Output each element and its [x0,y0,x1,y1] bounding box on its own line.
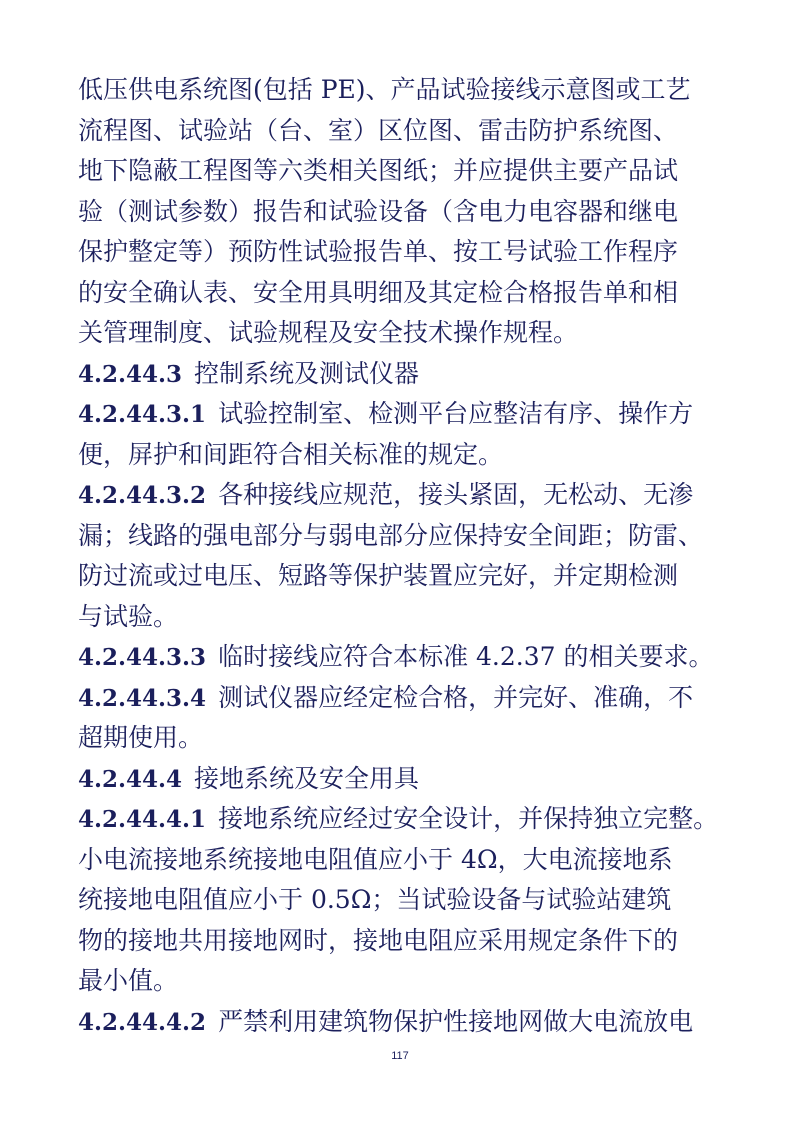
text-line-2 [78,111,726,152]
line-text: 统接地电阻值应小于 0.5Ω；当试验设备与试验站建筑 [78,885,672,914]
line-text: 接地系统应经过安全设计，并保持独立完整。 [218,804,719,833]
line-text: 超期使用。 [78,723,204,752]
line-text: 防过流或过电压、短路等保护装置应完好，并定期检测 [78,561,679,590]
text-line-13 [78,556,726,597]
text-line-1 [78,70,726,111]
text-line-20 [78,840,726,881]
clause-number: 4.2.44.3.3 [78,644,207,671]
clause-number: 4.2.44.3.4 [78,684,207,712]
line-text: 的安全确认表、安全用具明细及其定检合格报告单和相 [78,277,679,307]
text-line-21 [78,880,726,921]
line-text: 验（测试参数）报告和试验设备（含电力电容器和继电 [78,196,679,226]
line-text: 流程图、试验站（台、室）区位图、雷击防护系统图、 [78,115,679,145]
page-number: 117 [391,1050,409,1062]
line-text: 严禁利用建筑物保护性接地网做大电流放电 [218,1006,694,1036]
line-text: 物的接地共用接地网时，接地电阻应采用规定条件下的 [78,925,679,955]
section-number: 4.2.44.4 [78,765,183,793]
clause-number: 4.2.44.4.1 [78,806,207,833]
line-text: 便，屏护和间距符合相关标准的规定。 [78,439,504,469]
line-text: 最小值。 [78,966,179,995]
text-line-10 [78,435,726,476]
text-line-4 [78,192,726,233]
line-text: 试验控制室、检测平台应整洁有序、操作方 [218,399,694,428]
text-line-3 [78,151,726,192]
section-title: 接地系统及安全用具 [194,763,420,793]
document-body [78,70,726,1042]
clause-number: 4.2.44.3.1 [78,401,207,428]
clause-4-2-44-3-4 [78,678,726,719]
clause-number: 4.2.44.4.2 [78,1008,207,1036]
text-line-6 [78,273,726,314]
text-line-17 [78,718,726,759]
line-text: 测试仪器应经定检合格，并完好、准确，不 [218,682,694,712]
section-heading-4-2-44-4 [78,759,726,800]
text-line-5 [78,232,726,273]
clause-4-2-44-3-3 [78,637,726,678]
clause-4-2-44-4-1 [78,799,726,840]
clause-4-2-44-3-2 [78,475,726,516]
line-text: 漏；线路的强电部分与弱电部分应保持安全间距；防雷、 [78,520,704,550]
text-line-23 [78,961,726,1002]
line-text: 关管理制度、试验规程及安全技术操作规程。 [78,318,579,347]
line-text: 临时接线应符合本标准 4.2.37 的相关要求。 [218,642,714,671]
section-title: 控制系统及测试仪器 [194,358,420,388]
clause-number: 4.2.44.3.2 [78,482,207,509]
line-text: 地下隐蔽工程图等六类相关图纸；并应提供主要产品试 [78,156,679,185]
text-line-14 [78,597,726,638]
clause-4-2-44-3-1 [78,394,726,435]
line-text: 小电流接地系统接地电阻值应小于 4Ω，大电流接地系 [78,844,673,874]
section-heading-4-2-44-3 [78,354,726,395]
line-text: 低压供电系统图(包括 PE)、产品试验接线示意图或工艺 [78,75,691,104]
clause-4-2-44-4-2 [78,1002,726,1043]
text-line-7 [78,313,726,354]
text-line-22 [78,921,726,962]
section-number: 4.2.44.3 [78,360,183,388]
text-line-12 [78,516,726,557]
line-text: 与试验。 [78,601,179,631]
line-text: 保护整定等）预防性试验报告单、按工号试验工作程序 [78,237,679,266]
line-text: 各种接线应规范，接头紧固，无松动、无渗 [218,480,694,509]
